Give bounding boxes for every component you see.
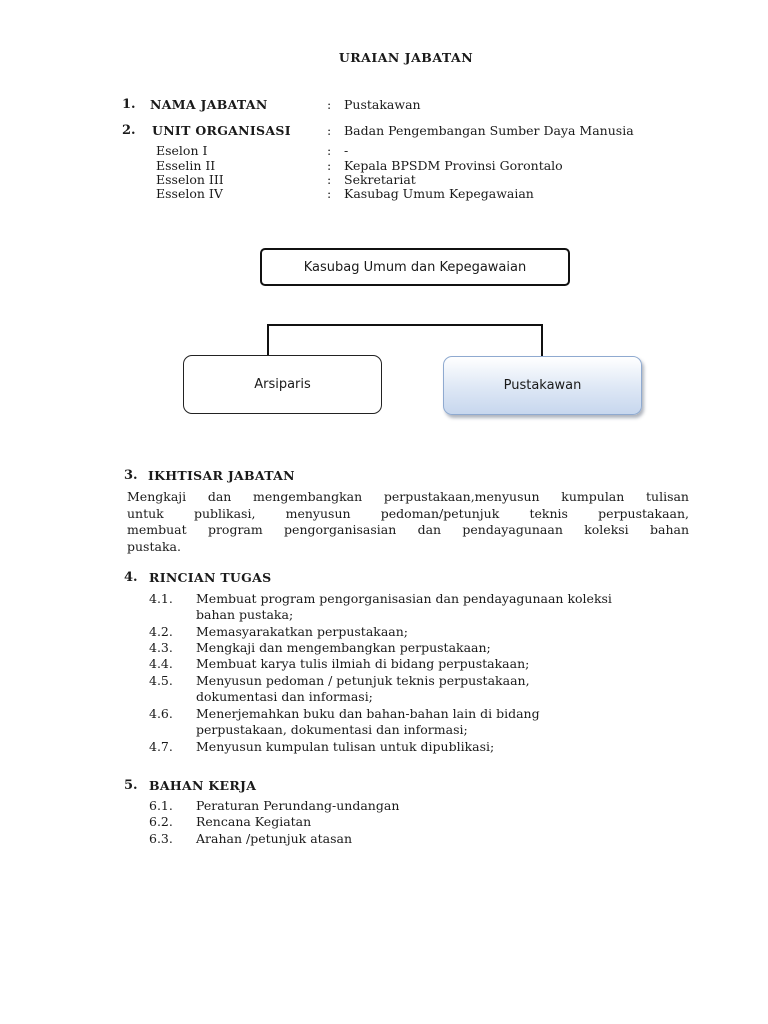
section-1-number: 1.	[122, 97, 136, 112]
eselon-1-label: Eselon I	[156, 143, 208, 158]
eselon-2-value: Kepala BPSDM Provinsi Gorontalo	[344, 158, 563, 173]
section-5-number: 5.	[124, 778, 138, 793]
org-box-arsiparis	[183, 355, 382, 414]
section-3-label: IKHTISAR JABATAN	[148, 468, 295, 483]
eselon-3-colon: :	[327, 172, 332, 187]
eselon-3-value: Sekretariat	[344, 172, 416, 187]
org-connector-left	[267, 324, 269, 356]
task-text-continued: bahan pustaka;	[196, 607, 294, 622]
material-text: Rencana Kegiatan	[196, 814, 312, 829]
section-2-colon: :	[327, 123, 332, 138]
eselon-2-colon: :	[327, 158, 332, 173]
material-text: Arahan /petunjuk atasan	[196, 831, 353, 846]
material-number: 6.3.	[149, 831, 173, 846]
section-3-paragraph	[127, 489, 689, 555]
section-4-label: RINCIAN TUGAS	[149, 570, 272, 585]
eselon-4-label: Esselon IV	[156, 186, 223, 201]
paragraph-line: pustaka.	[127, 538, 181, 554]
section-1-label: NAMA JABATAN	[150, 97, 268, 112]
material-number: 6.2.	[149, 814, 173, 829]
task-number: 4.2.	[149, 624, 173, 639]
task-number: 4.6.	[149, 706, 173, 721]
task-number: 4.3.	[149, 640, 173, 655]
document-title: URAIAN JABATAN	[338, 50, 474, 65]
paragraph-line: untuk publikasi, menyusun pedoman/petunjuk teknis perpustakaan,	[127, 505, 689, 521]
material-number: 6.1.	[149, 798, 173, 813]
task-text: Menerjemahkan buku dan bahan-bahan lain di bidang	[196, 706, 540, 721]
task-text: Memasyarakatkan perpustakaan;	[196, 624, 409, 639]
eselon-1-colon: :	[327, 143, 332, 158]
task-text-continued: dokumentasi dan informasi;	[196, 689, 373, 704]
task-number: 4.4.	[149, 656, 173, 671]
eselon-4-colon: :	[327, 186, 332, 201]
org-box-pustakawan	[443, 356, 642, 415]
section-5-label: BAHAN KERJA	[149, 778, 257, 793]
task-text-continued: perpustakaan, dokumentasi dan informasi;	[196, 722, 468, 737]
section-1-value: Pustakawan	[344, 97, 421, 112]
task-number: 4.5.	[149, 673, 173, 688]
org-box-kasubag-label: Kasubag Umum dan Kepegawaian	[303, 259, 527, 275]
section-2-value: Badan Pengembangan Sumber Daya Manusia	[344, 123, 634, 138]
task-text: Membuat karya tulis ilmiah di bidang perpustakaan;	[196, 656, 530, 671]
task-number: 4.7.	[149, 739, 173, 754]
org-box-pustakawan-label: Pustakawan	[503, 378, 582, 393]
task-text: Membuat program pengorganisasian dan pendayagunaan koleksi	[196, 591, 612, 606]
task-text: Menyusun pedoman / petunjuk teknis perpustakaan,	[196, 673, 530, 688]
section-3-number: 3.	[124, 468, 138, 483]
paragraph-line: membuat program pengorganisasian dan pendayagunaan koleksi bahan	[127, 522, 689, 537]
section-2-label: UNIT ORGANISASI	[152, 123, 291, 138]
eselon-4-value: Kasubag Umum Kepegawaian	[344, 186, 534, 201]
task-number: 4.1.	[149, 591, 173, 606]
eselon-2-label: Esselin II	[156, 158, 216, 173]
task-text: Menyusun kumpulan tulisan untuk dipublikasi;	[196, 739, 495, 754]
org-box-kasubag	[260, 248, 570, 286]
paragraph-line: Mengkaji dan mengembangkan perpustakaan,menyusun kumpulan tulisan	[127, 489, 689, 504]
org-connector-right	[541, 324, 543, 357]
org-connector-horizontal	[267, 324, 543, 326]
section-1-colon: :	[327, 97, 332, 112]
material-text: Peraturan Perundang-undangan	[196, 798, 400, 813]
eselon-3-label: Esselon III	[156, 172, 224, 187]
eselon-1-value: -	[344, 143, 349, 158]
org-box-arsiparis-label: Arsiparis	[254, 377, 311, 392]
section-4-number: 4.	[124, 570, 138, 585]
section-2-number: 2.	[122, 123, 136, 138]
task-text: Mengkaji dan mengembangkan perpustakaan;	[196, 640, 491, 655]
